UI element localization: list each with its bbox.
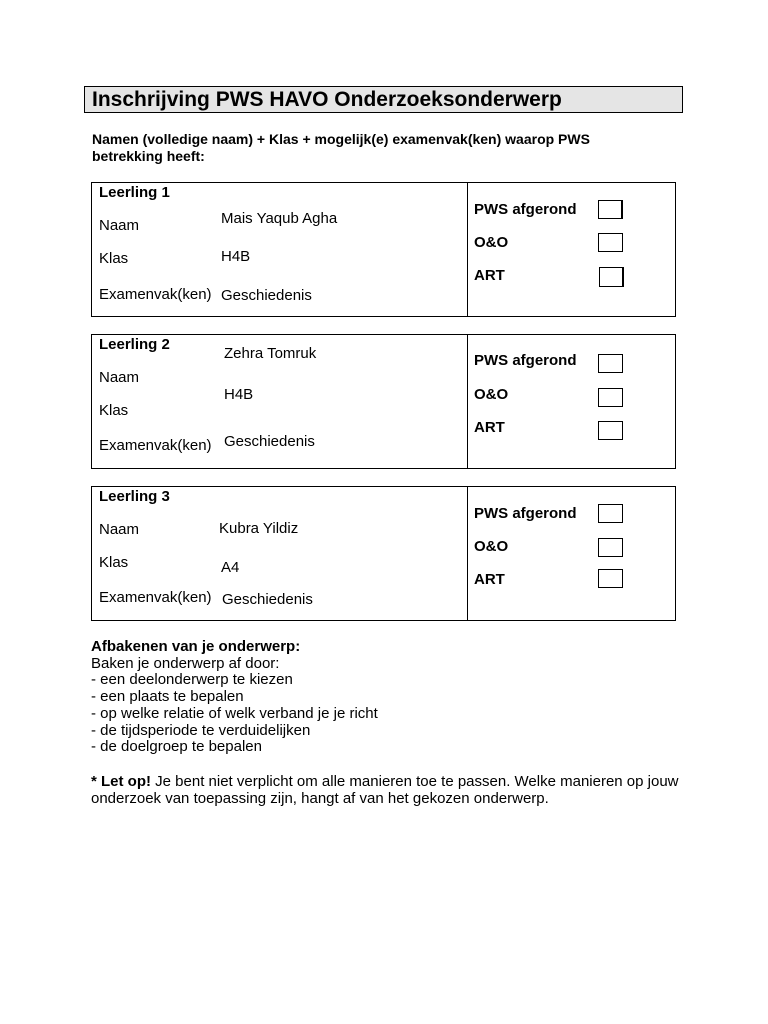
student-block-3 <box>91 486 676 621</box>
student-header: Leerling 2 <box>99 336 170 353</box>
intro-text <box>92 131 682 165</box>
student-header: Leerling 3 <box>99 488 170 505</box>
naam-label: Naam <box>99 369 140 386</box>
pws-afgerond-label: PWS afgerond <box>474 505 577 522</box>
list-item: - de tijdsperiode te verduidelijken <box>91 721 311 739</box>
oeno-checkbox[interactable] <box>598 388 623 407</box>
klas-label: Klas <box>99 402 129 419</box>
pws-afgerond-label: PWS afgerond <box>474 352 577 369</box>
note-paragraph <box>91 773 691 807</box>
list-item: - een deelonderwerp te kiezen <box>91 671 293 689</box>
art-label: ART <box>474 267 505 284</box>
block-divider <box>467 183 468 316</box>
afbakenen-section <box>91 639 691 756</box>
art-label: ART <box>474 571 505 588</box>
examenvak-value[interactable]: Geschiedenis <box>221 287 312 304</box>
examenvak-value[interactable]: Geschiedenis <box>222 591 313 608</box>
examenvak-value[interactable]: Geschiedenis <box>224 433 315 450</box>
pws-afgerond-checkbox[interactable] <box>598 504 623 523</box>
note-prefix: * Let op! <box>91 773 151 790</box>
note-text: Je bent niet verplicht om alle manieren toe te passen. Welke manieren op jouw onderzoek van toepassing zijn, hangt af van het gekozen onderwerp. <box>91 773 679 807</box>
art-label: ART <box>474 419 505 436</box>
naam-label: Naam <box>99 521 140 538</box>
afbakenen-lead: Baken je onderwerp af door: <box>91 654 280 672</box>
examenvak-label: Examenvak(ken) <box>99 589 212 606</box>
afbakenen-heading: Afbakenen van je onderwerp: <box>91 638 301 655</box>
oeno-checkbox[interactable] <box>598 538 623 557</box>
list-item: - op welke relatie of welk verband je je richt <box>91 704 378 722</box>
klas-label: Klas <box>99 250 129 267</box>
intro-line-1: Namen (volledige naam) + Klas + mogelijk(e) examenvak(ken) waarop PWS <box>92 131 590 147</box>
naam-value[interactable]: Mais Yaqub Agha <box>221 210 338 227</box>
pws-afgerond-checkbox[interactable] <box>598 200 623 219</box>
student-block-2 <box>91 334 676 469</box>
block-divider <box>467 487 468 620</box>
naam-value[interactable]: Zehra Tomruk <box>224 345 317 362</box>
klas-label: Klas <box>99 554 129 571</box>
naam-value[interactable]: Kubra Yildiz <box>219 520 299 537</box>
klas-value[interactable]: H4B <box>224 386 254 403</box>
art-checkbox[interactable] <box>599 267 624 287</box>
title-box <box>84 86 683 113</box>
list-item: - een plaats te bepalen <box>91 688 244 706</box>
pws-afgerond-checkbox[interactable] <box>598 354 623 373</box>
intro-line-2: betrekking heeft: <box>92 148 205 164</box>
oeno-label: O&O <box>474 234 509 251</box>
pws-afgerond-label: PWS afgerond <box>474 201 577 218</box>
examenvak-label: Examenvak(ken) <box>99 286 212 303</box>
art-checkbox[interactable] <box>598 569 623 588</box>
oeno-label: O&O <box>474 386 509 403</box>
klas-value[interactable]: A4 <box>221 559 240 576</box>
page-title: Inschrijving PWS HAVO Onderzoeksonderwerp <box>92 88 562 111</box>
student-block-1 <box>91 182 676 317</box>
oeno-label: O&O <box>474 538 509 555</box>
art-checkbox[interactable] <box>598 421 623 440</box>
oeno-checkbox[interactable] <box>598 233 623 252</box>
naam-label: Naam <box>99 217 140 234</box>
list-item: - de doelgroep te bepalen <box>91 738 262 756</box>
examenvak-label: Examenvak(ken) <box>99 437 212 454</box>
block-divider <box>467 335 468 468</box>
klas-value[interactable]: H4B <box>221 248 251 265</box>
student-header: Leerling 1 <box>99 184 170 201</box>
